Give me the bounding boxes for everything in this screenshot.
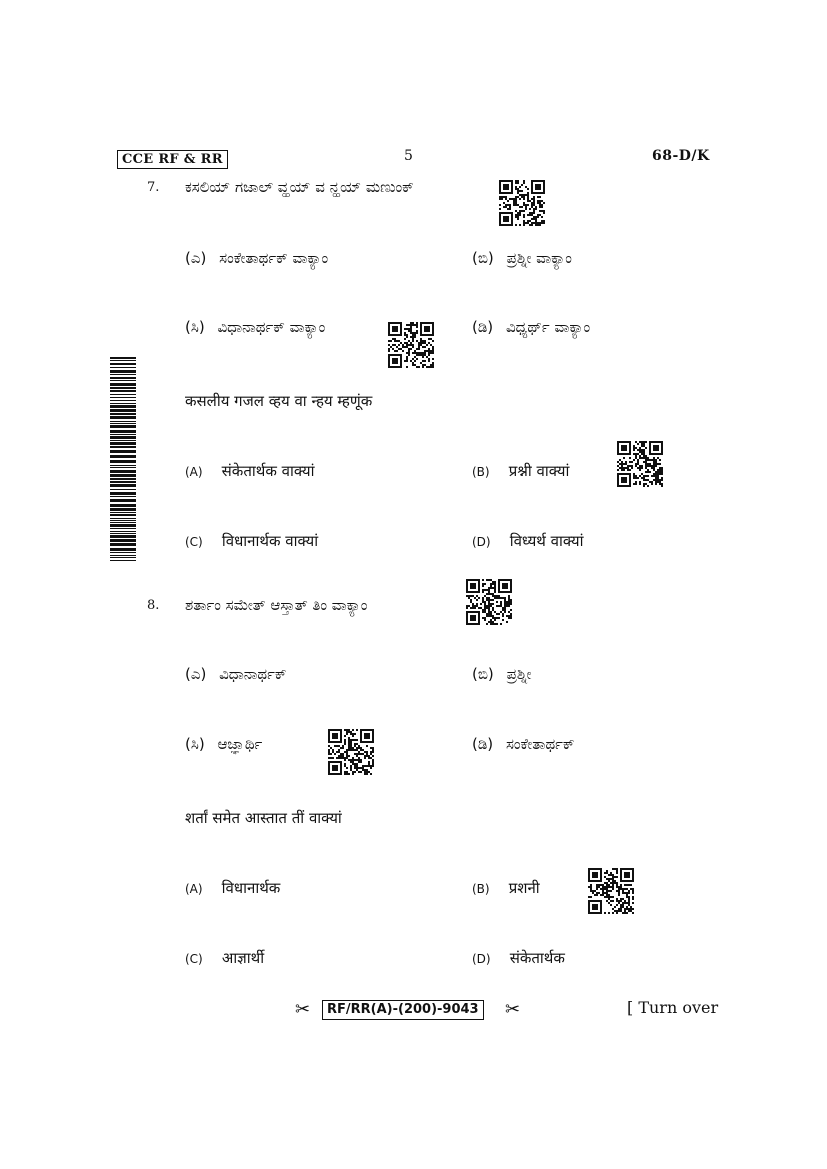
question-7-devanagari-text: कसलीय गजल व्हय वा न्हय म्हणूंक [185, 392, 373, 410]
option-text: प्रशनी [508, 879, 540, 897]
option-text: प्रश्नी वाक्यां [508, 462, 570, 480]
question-7-number: 7. [147, 180, 160, 195]
q7-devanagari-option-b [472, 461, 569, 481]
question-8-devanagari-text: शर्तां समेत आस्तात तीं वाक्यां [185, 809, 342, 827]
qr-code-icon [466, 579, 512, 625]
option-label: (D) [472, 952, 491, 966]
option-text: संकेतार्थक वाक्यां [221, 462, 315, 480]
qr-code-icon [588, 868, 634, 914]
option-label: (A) [185, 882, 203, 896]
q8-devanagari-option-d [472, 948, 565, 968]
q8-kannada-option-b [472, 665, 531, 683]
option-label: (B) [472, 882, 490, 896]
option-label: (ಸಿ) [185, 318, 205, 336]
q7-kannada-option-d [472, 318, 590, 336]
option-label: (ಡಿ) [472, 735, 494, 753]
q8-kannada-option-d [472, 735, 575, 753]
q8-devanagari-option-a [185, 878, 280, 898]
option-label: (ಎ) [185, 249, 207, 267]
q7-devanagari-option-d [472, 531, 583, 551]
question-7-kannada-text: ಕಸಲಿಯ್ ಗಜಾಲ್ ವ್ಹಯ್ ವ ನ್ಹಯ್ ಮಣುಂಕ್ [185, 178, 414, 196]
option-text: ಪ್ರಶ್ನೀ [506, 665, 532, 683]
option-label: (ಬಿ) [472, 665, 494, 683]
q7-kannada-option-b [472, 249, 572, 267]
q8-devanagari-option-c [185, 948, 264, 968]
q8-kannada-option-a [185, 665, 287, 683]
ornament-left-icon: ✂ [295, 999, 311, 1020]
option-text: विधानार्थक वाक्यां [221, 532, 319, 550]
header-left-box: CCE RF & RR [117, 150, 228, 169]
option-text: ವಿಧಾನಾರ್ಥಕ್ ವಾಕ್ಯಾಂ [217, 318, 326, 336]
option-label: (ಡಿ) [472, 318, 494, 336]
option-text: ಸಂಕೇತಾರ್ಥಕ್ ವಾಕ್ಯಾಂ [219, 249, 329, 267]
page-number: 5 [404, 148, 413, 164]
qr-code-icon [328, 729, 374, 775]
option-label: (A) [185, 465, 203, 479]
qr-code-icon [388, 322, 434, 368]
q8-devanagari-option-b [472, 878, 540, 898]
q8-kannada-option-c [185, 735, 262, 753]
option-label: (ಸಿ) [185, 735, 205, 753]
paper-code: 68-D/K [652, 148, 710, 164]
option-text: विधानार्थक [221, 879, 281, 897]
option-text: ಸಂಕೇತಾರ್ಥಕ್ [505, 735, 575, 753]
turn-over-label: [ Turn over [627, 998, 719, 1017]
ornament-right-icon: ✂ [505, 999, 521, 1020]
option-text: संकेतार्थक [509, 949, 565, 967]
option-text: ವಿಧ್ಯರ್ಥ್ ವಾಕ್ಯಾಂ [505, 318, 591, 336]
barcode-image [110, 357, 136, 562]
footer-code-box: RF/RR(A)-(200)-9043 [322, 1000, 484, 1020]
option-label: (C) [185, 952, 203, 966]
question-8-kannada-text: ಶರ್ತಾಂ ಸಮೇತ್ ಆಸ್ತಾತ್ ತಿಂ ವಾಕ್ಯಾಂ [185, 596, 368, 614]
q7-kannada-option-c [185, 318, 325, 336]
option-label: (C) [185, 535, 203, 549]
question-8-number: 8. [147, 598, 160, 613]
qr-code-icon [499, 180, 545, 226]
option-label: (ಎ) [185, 665, 207, 683]
option-text: ಪ್ರಶ್ನೀ ವಾಕ್ಯಾಂ [506, 249, 572, 267]
q7-devanagari-option-c [185, 531, 318, 551]
option-text: ವಿಧಾನಾರ್ಥಕ್ [219, 665, 287, 683]
option-text: आज्ञार्थी [221, 949, 265, 967]
option-label: (D) [472, 535, 491, 549]
option-text: ಆಜ್ಞಾರ್ಥಿ [217, 735, 263, 753]
qr-code-icon [617, 441, 663, 487]
q7-kannada-option-a [185, 249, 328, 267]
option-label: (ಬಿ) [472, 249, 494, 267]
q7-devanagari-option-a [185, 461, 314, 481]
option-text: विध्यर्थ वाक्यां [509, 532, 584, 550]
option-label: (B) [472, 465, 490, 479]
